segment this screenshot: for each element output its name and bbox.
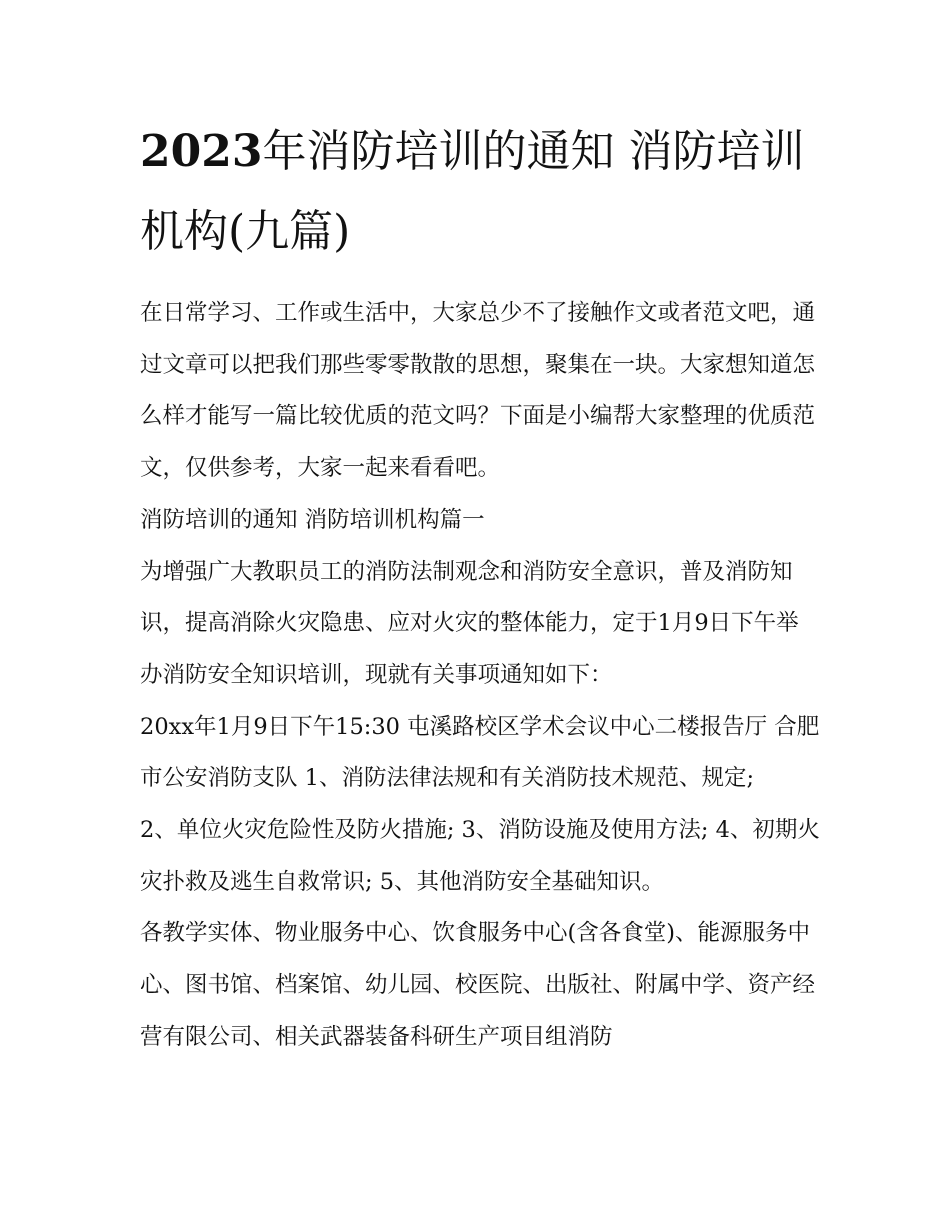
participants-paragraph: 各教学实体、物业服务中心、饮食服务中心(含各食堂)、能源服务中心、图书馆、档案馆、幼儿园、校医院、出版社、附属中学、资产经营有限公司、相关武器装备科研生产项目组消防	[140, 920, 816, 1050]
schedule-paragraph: 20xx年1月9日下午15:30 屯溪路校区学术会议中心二楼报告厅 合肥市公安消防支队 1、消防法律法规和有关消防技术规范、规定;	[140, 713, 820, 792]
intro-paragraph: 在日常学习、工作或生活中，大家总少不了接触作文或者范文吧，通过文章可以把我们那些零零散散的思想，聚集在一块。大家想知道怎么样才能写一篇比较优质的范文吗？下面是小编帮大家整理的优质范文，仅供参考，大家一起来看看吧。	[140, 300, 816, 482]
document-page	[140, 112, 820, 1064]
section-heading: 消防培训的通知 消防培训机构篇一	[140, 506, 485, 533]
document-title	[140, 112, 820, 272]
document-body	[140, 288, 820, 1064]
title-text: 年消防培训的通知 消防培训机构(九篇)	[140, 126, 805, 257]
title-number: 2023	[140, 126, 263, 177]
topics-paragraph: 2、单位火灾危险性及防火措施; 3、消防设施及使用方法; 4、初期火灾扑救及逃生自救常识; 5、其他消防安全基础知识。	[140, 817, 820, 895]
notice-paragraph: 为增强广大教职员工的消防法制观念和消防安全意识，普及消防知识，提高消除火灾隐患、应对火灾的整体能力，定于1月9日下午举办消防安全知识培训，现就有关事项通知如下：	[140, 558, 799, 688]
